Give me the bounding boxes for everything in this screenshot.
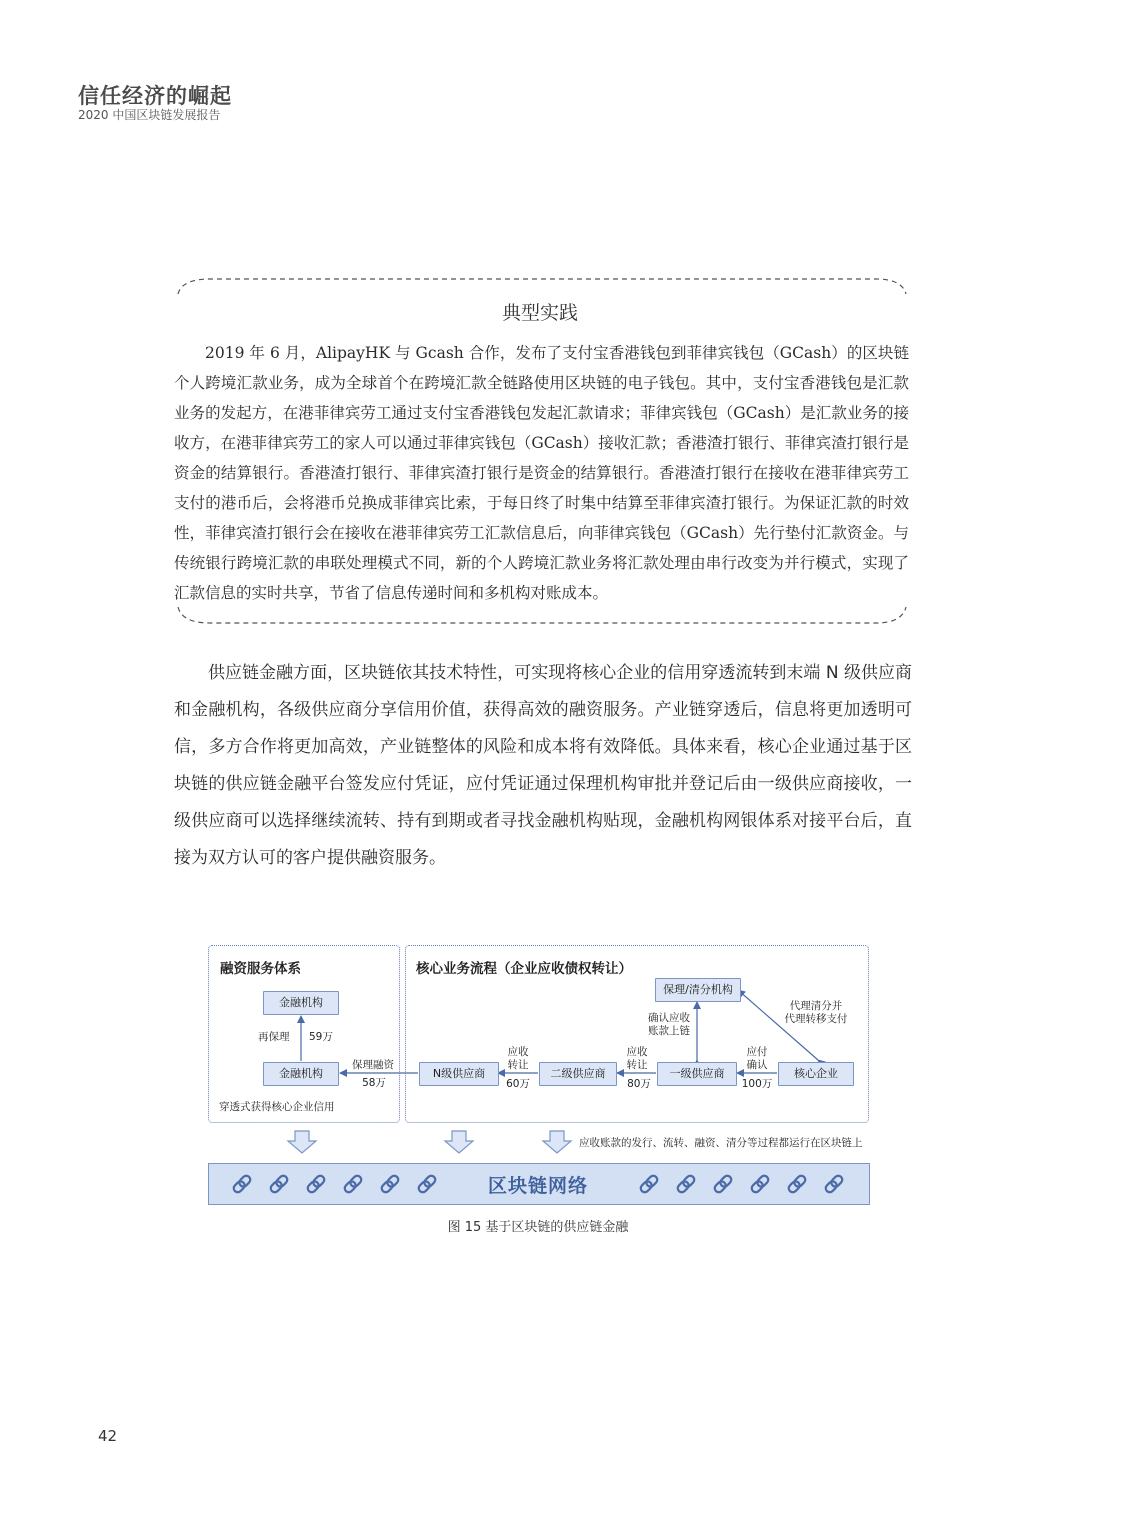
payable-amount: 100万 — [741, 1078, 773, 1090]
link-icon — [787, 1174, 807, 1194]
business-flow-panel-title: 核心业务流程（企业应收债权转让） — [416, 961, 632, 977]
main-paragraph: 供应链金融方面，区块链依其技术特性，可实现将核心企业的信用穿透流转到末端 N 级供应商和金融机构，各级供应商分享信用价值，获得高效的融资服务。产业链穿透后，信息将更加透明可信，多方合作将更加高效，产业链整体的风险和成本将有效降低。具体来看，核心企业通过基于区块链的供应链金融平台签发应付凭证，应付凭证通过保理机构审批并登记后由一级供应商接收，一级供应商可以选择继续流转、持有到期或者寻找金融机构贴现，金融机构网银体系对接平台后，直接为双方认可的客户提供融资服务。 — [174, 663, 912, 868]
page-number: 42 — [98, 1427, 118, 1445]
blockchain-process-note: 应收账款的发行、流转、融资、清分等过程都运行在区块链上 — [579, 1137, 863, 1149]
penetration-note: 穿透式获得核心企业信用 — [219, 1101, 335, 1113]
link-icon — [750, 1174, 770, 1194]
link-icon — [269, 1174, 289, 1194]
financial-institution-bottom: 金融机构 — [263, 1062, 339, 1086]
link-icon — [343, 1174, 363, 1194]
report-title: 信任经济的崛起 — [78, 84, 232, 108]
refactoring-label: 再保理 — [258, 1031, 290, 1043]
payable-confirm-label: 应付 确认 — [746, 1046, 768, 1071]
tier2-supplier-node: 二级供应商 — [539, 1062, 617, 1086]
figure-caption: 图 15 基于区块链的供应链金融 — [447, 1220, 629, 1235]
link-icon — [676, 1174, 696, 1194]
link-icon — [232, 1174, 252, 1194]
link-icon — [417, 1174, 437, 1194]
factoring-clearing-node: 保理/清分机构 — [655, 978, 741, 1002]
refactoring-amount: 59万 — [309, 1031, 333, 1043]
confirm-receivable-label: 确认应收 账款上链 — [648, 1012, 690, 1037]
link-icon — [639, 1174, 659, 1194]
practice-box-title: 典型实践 — [501, 302, 578, 324]
blockchain-network-title: 区块链网络 — [488, 1175, 589, 1197]
report-subtitle: 2020 中国区块链发展报告 — [78, 108, 221, 122]
practice-paragraph: 2019 年 6 月，AlipayHK 与 Gcash 合作，发布了支付宝香港钱包到菲律宾钱包（GCash）的区块链个人跨境汇款业务，成为全球首个在跨境汇款全链路使用区块链的电子钱包。其中，支付宝香港钱包是汇款业务的发起方，在港菲律宾劳工通过支付宝香港钱包发起汇款请求；菲律宾钱包（GCash）是汇款业务的接收方，在港菲律宾劳工的家人可以通过菲律宾钱包（GCash）接收汇款；香港渣打银行、菲律宾渣打银行是资金的结算银行。香港渣打银行、菲律宾渣打银行是资金的结算银行。香港渣打银行在接收在港菲律宾劳工支付的港币后，会将港币兑换成菲律宾比索，于每日终了时集中结算至菲律宾渣打银行。为保证汇款的时效性，菲律宾渣打银行会在接收在港菲律宾劳工汇款信息后，向菲律宾钱包（GCash）先行垫付汇款资金。与传统银行跨境汇款的串联处理模式不同，新的个人跨境汇款业务将汇款处理由串行改变为并行模式，实现了汇款信息的实时共享，节省了信息传递时间和多机构对账成本。 — [174, 344, 909, 602]
tier2-transfer-amount: 60万 — [506, 1078, 530, 1090]
core-enterprise-node: 核心企业 — [778, 1062, 854, 1086]
link-icon — [380, 1174, 400, 1194]
financial-institution-top: 金融机构 — [263, 991, 339, 1015]
tier1-transfer-amount: 80万 — [627, 1078, 651, 1090]
factoring-financing-label: 保理融资 — [352, 1059, 394, 1071]
link-icon — [306, 1174, 326, 1194]
tierN-supplier-node: N级供应商 — [419, 1062, 499, 1086]
tier1-supplier-node: 一级供应商 — [657, 1062, 737, 1086]
proxy-clearing-label: 代理清分并 代理转移支付 — [784, 1000, 848, 1025]
factoring-financing-amount: 58万 — [362, 1077, 386, 1089]
tier1-transfer-label: 应收 转让 — [626, 1046, 648, 1071]
financing-panel-title: 融资服务体系 — [220, 961, 301, 977]
link-icon — [713, 1174, 733, 1194]
link-icon — [824, 1174, 844, 1194]
tier2-transfer-label: 应收 转让 — [507, 1046, 529, 1071]
